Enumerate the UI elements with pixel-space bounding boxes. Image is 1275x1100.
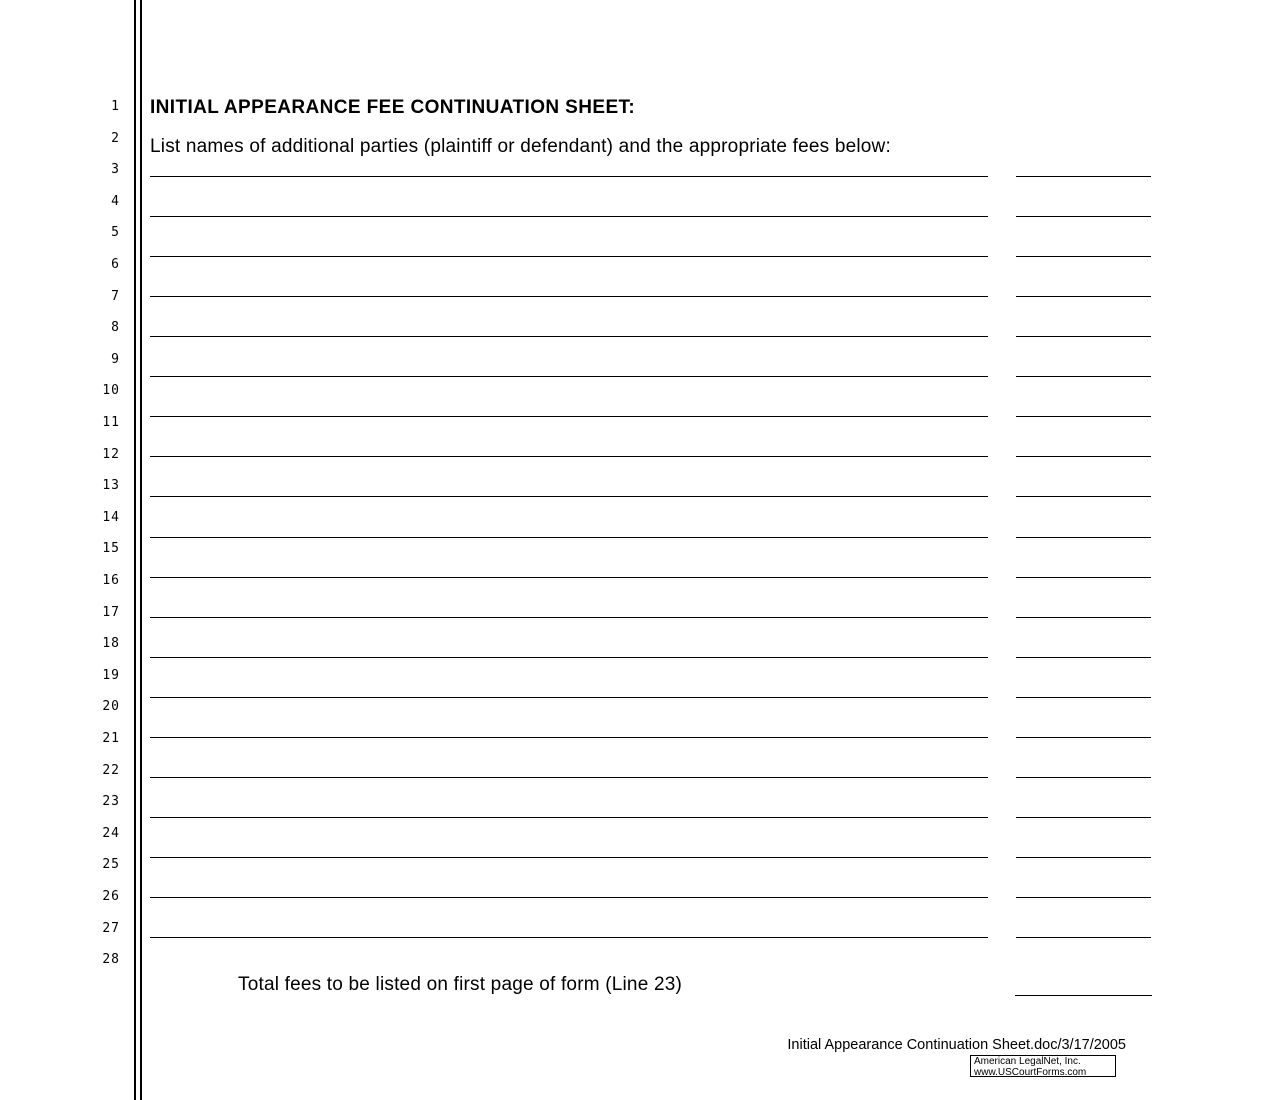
line-number: 13 — [102, 478, 120, 494]
party-fee-field[interactable] — [1016, 937, 1151, 938]
line-number: 2 — [111, 130, 120, 146]
line-number: 22 — [102, 762, 120, 778]
publisher-url: www.USCourtForms.com — [974, 1067, 1087, 1077]
party-fee-field[interactable] — [1016, 857, 1151, 858]
publisher-stamp — [970, 1055, 1116, 1077]
party-fee-field[interactable] — [1016, 456, 1151, 457]
line-number: 1 — [111, 99, 120, 114]
line-number: 24 — [102, 825, 120, 841]
party-fee-field[interactable] — [1016, 296, 1151, 297]
form-instruction: List names of additional parties (plaintiff or defendant) and the appropriate fees below: — [150, 136, 891, 157]
party-name-field[interactable] — [150, 376, 988, 377]
party-name-field[interactable] — [150, 296, 988, 297]
party-name-field[interactable] — [150, 577, 988, 578]
party-fee-field[interactable] — [1016, 256, 1151, 257]
party-fee-field[interactable] — [1016, 817, 1151, 818]
party-name-field[interactable] — [150, 456, 988, 457]
party-name-field[interactable] — [150, 216, 988, 217]
party-name-field[interactable] — [150, 617, 988, 618]
party-name-field[interactable] — [150, 496, 988, 497]
party-fee-field[interactable] — [1016, 897, 1151, 898]
party-fee-field[interactable] — [1016, 496, 1151, 497]
line-number: 16 — [102, 573, 120, 588]
party-fee-field[interactable] — [1016, 376, 1151, 377]
party-name-field[interactable] — [150, 937, 988, 938]
party-name-field[interactable] — [150, 857, 988, 858]
line-number: 12 — [102, 446, 120, 462]
party-name-field[interactable] — [150, 657, 988, 658]
line-number: 19 — [102, 667, 120, 683]
party-fee-field[interactable] — [1016, 577, 1151, 578]
party-name-field[interactable] — [150, 697, 988, 698]
line-number: 8 — [111, 320, 120, 336]
line-number: 11 — [102, 415, 120, 430]
line-number: 6 — [111, 257, 120, 272]
party-name-field[interactable] — [150, 256, 988, 257]
line-number: 23 — [102, 794, 120, 810]
party-fee-field[interactable] — [1016, 737, 1151, 738]
line-number: 10 — [102, 383, 120, 399]
line-number: 21 — [102, 731, 120, 746]
line-number: 27 — [102, 920, 120, 936]
footer-document-info: Initial Appearance Continuation Sheet.doc/3/17/2005 — [787, 1037, 1126, 1053]
party-name-field[interactable] — [150, 737, 988, 738]
line-number: 3 — [111, 162, 120, 178]
line-number: 9 — [111, 351, 120, 367]
publisher-name: American LegalNet, Inc. — [974, 1056, 1081, 1067]
party-fee-field[interactable] — [1016, 176, 1151, 177]
party-name-field[interactable] — [150, 416, 988, 417]
total-fees-field[interactable] — [1015, 995, 1152, 996]
party-fee-field[interactable] — [1016, 657, 1151, 658]
party-fee-field[interactable] — [1016, 336, 1151, 337]
line-number: 7 — [111, 288, 120, 304]
line-number: 15 — [102, 541, 120, 557]
party-fee-field[interactable] — [1016, 216, 1151, 217]
total-fees-label: Total fees to be listed on first page of form (Line 23) — [238, 974, 683, 995]
left-margin-rule — [134, 0, 136, 1100]
line-number: 18 — [102, 636, 120, 652]
party-name-field[interactable] — [150, 817, 988, 818]
party-name-field[interactable] — [150, 777, 988, 778]
party-fee-field[interactable] — [1016, 617, 1151, 618]
line-number: 4 — [111, 193, 120, 209]
line-number: 25 — [102, 857, 120, 873]
line-number: 5 — [111, 225, 120, 241]
line-number: 26 — [102, 889, 120, 904]
line-number: 14 — [102, 509, 120, 525]
party-fee-field[interactable] — [1016, 697, 1151, 698]
left-margin-rule-inner — [140, 0, 142, 1100]
party-name-field[interactable] — [150, 176, 988, 177]
form-heading: INITIAL APPEARANCE FEE CONTINUATION SHEET: — [150, 97, 636, 118]
line-number: 28 — [102, 952, 120, 968]
party-name-field[interactable] — [150, 897, 988, 898]
line-number: 17 — [102, 604, 120, 620]
party-fee-field[interactable] — [1016, 777, 1151, 778]
party-fee-field[interactable] — [1016, 537, 1151, 538]
line-number: 20 — [102, 699, 120, 715]
party-fee-field[interactable] — [1016, 416, 1151, 417]
party-name-field[interactable] — [150, 336, 988, 337]
party-name-field[interactable] — [150, 537, 988, 538]
